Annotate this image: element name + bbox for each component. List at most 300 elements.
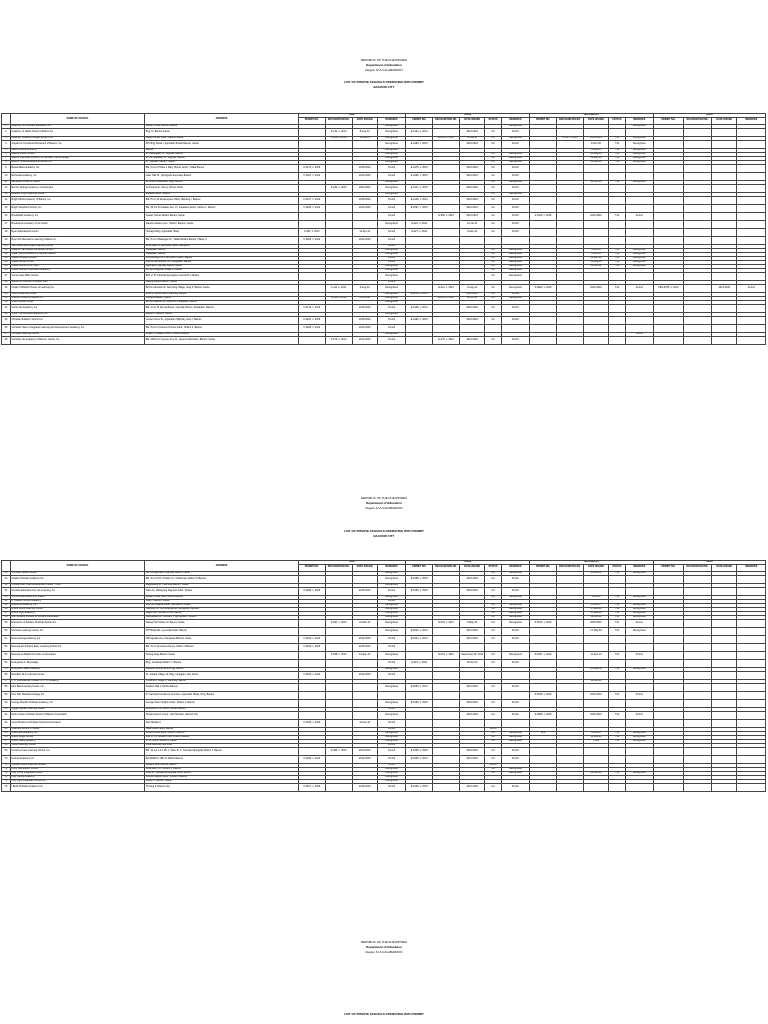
kinder-cell: Recognized — [377, 775, 405, 779]
row-number: 40 — [2, 575, 11, 583]
elem-cell: 2014-2015 — [459, 755, 484, 763]
secondary-cell: 7'10 — [609, 571, 625, 575]
elem-cell: LVI — [485, 659, 501, 667]
secondary-cell — [530, 336, 557, 344]
elem-cell — [459, 671, 484, 679]
elem-cell — [501, 691, 529, 699]
school-address: Blk. 4 Lot 15 Sonnenflower, Camella Homes, Panapaan, Bacoor — [145, 304, 299, 312]
secondary-cell: S-0599, s. 2016 — [530, 711, 557, 719]
row-number: 9 — [2, 164, 11, 172]
kinder-cell: Permit — [377, 671, 405, 679]
row-number: 14 — [2, 196, 11, 204]
kinder-cell: 2014-2015 — [352, 635, 377, 643]
elem-cell — [406, 643, 433, 651]
elem-cell: Recognized — [501, 248, 529, 252]
kinder-cell — [325, 711, 352, 719]
school-address: Bacoor — [145, 148, 299, 152]
elem-cell: 2015-2016 — [459, 575, 484, 583]
secondary-cell: 7'10 — [609, 136, 625, 140]
sped-cell — [712, 164, 737, 172]
school-address: Blk. 10 Lot 1 A-1 Ph 2, Talon St. 1, Camella Springville Molino 3, Bacoor — [145, 747, 299, 755]
row-number: 50 — [2, 627, 11, 635]
row-number: 69 — [2, 747, 11, 755]
school-address: B2 Wildliferz Hills IV Molino Bacoor — [145, 755, 299, 763]
kinder-cell: Permit — [377, 587, 405, 595]
secondary-cell — [556, 635, 583, 643]
kinder-cell: K-0137, s. 2014 — [298, 196, 325, 204]
subheader-recognition-no-: RECOGNITION NO. — [433, 117, 460, 124]
sped-cell — [737, 587, 766, 595]
school-name: Hamath Divina Casa de Peceka — [10, 763, 144, 767]
kinder-cell: Permit — [377, 743, 405, 747]
school-name: God's Grace Christian School of Bacoor Corporation — [10, 711, 144, 719]
subheader-permit-no-: PERMIT NO. — [298, 564, 325, 571]
sped-cell — [653, 683, 683, 691]
kinder-cell: Recognized — [377, 184, 405, 192]
school-name: Christian Values School — [10, 571, 144, 575]
elem-cell: 2015-2016 — [459, 292, 484, 296]
kinder-cell: Permit — [377, 747, 405, 755]
school-address: 79 Ising 5, Bacoor City — [145, 783, 299, 791]
secondary-cell — [583, 164, 608, 172]
sped-cell — [683, 204, 711, 212]
kinder-cell: K-097, s. 2013 — [325, 619, 352, 627]
sped-cell — [737, 316, 766, 324]
secondary-cell — [556, 659, 583, 667]
sped-cell — [683, 619, 711, 627]
secondary-cell: 7'10 — [609, 771, 625, 775]
subheader-date-issued: DATE ISSUED — [583, 117, 608, 124]
secondary-cell — [583, 220, 608, 228]
kinder-cell: 2015-2016 — [352, 783, 377, 791]
elem-cell — [433, 587, 460, 595]
elem-cell: 2014-2015 — [459, 172, 484, 180]
kinder-cell: Recognized — [377, 615, 405, 619]
elem-cell: Permit — [501, 747, 529, 755]
elem-cell — [433, 196, 460, 204]
subheader-date-issued: DATE ISSUED — [459, 564, 484, 571]
secondary-cell — [609, 164, 625, 172]
secondary-cell — [609, 128, 625, 136]
sped-cell — [653, 627, 683, 635]
kinder-cell: 30-Jul-13 — [352, 136, 377, 140]
kinder-cell: Recognized — [377, 771, 405, 775]
elem-cell: LVI — [485, 128, 501, 136]
table-row — [2, 719, 766, 727]
kinder-cell: Recognized — [377, 667, 405, 671]
kinder-cell: Recognized — [377, 252, 405, 256]
elem-cell — [406, 719, 433, 727]
elem-cell: Recognized — [501, 619, 529, 627]
secondary-cell: 19-Apr-99 — [583, 679, 608, 683]
secondary-cell — [609, 683, 625, 691]
school-address: 12 Molino Boulevard, Niog, Bacoor — [145, 180, 299, 184]
school-address: Daang Hari Molino IV, Bacoor Cavite — [145, 619, 299, 627]
table-row — [2, 747, 766, 755]
subheader-permit-no-: PERMIT NO. — [530, 564, 557, 571]
school-name: Giggle Garden Learning Center — [10, 707, 144, 711]
kinder-cell: K-275, s. 2014 — [325, 336, 352, 344]
sped-cell — [712, 643, 737, 651]
school-name: Christian Life Academy of Bacoor, Cavite, Inc. — [10, 336, 144, 344]
elem-cell: LVI — [485, 739, 501, 743]
secondary-cell: 7'10 — [609, 739, 625, 743]
sped-cell — [712, 204, 737, 212]
elem-cell — [433, 184, 460, 192]
row-number: 68 — [2, 743, 11, 747]
kinder-cell: Recognized — [377, 140, 405, 148]
secondary-cell: 31-Jan-09 — [583, 256, 608, 260]
elem-cell — [406, 284, 433, 292]
kinder-cell — [325, 236, 352, 244]
sped-cell — [683, 196, 711, 204]
school-name: Center Gate Bible School — [10, 272, 144, 280]
table-row — [2, 711, 766, 719]
school-name: George Mueller Christian Academy, Inc. — [10, 699, 144, 707]
elem-cell: Recognized — [501, 272, 529, 280]
kinder-cell: Recognized — [377, 124, 405, 128]
sped-cell — [683, 755, 711, 763]
page2-title — [0, 529, 768, 539]
table-row — [2, 336, 766, 344]
kinder-cell: Recognized — [377, 595, 405, 599]
secondary-cell — [625, 783, 653, 791]
elem-cell: Recognized — [501, 160, 529, 164]
kinder-cell: 12-Apr-13 — [352, 228, 377, 236]
secondary-cell — [530, 220, 557, 228]
elem-cell: 2015-2016 — [459, 316, 484, 324]
elem-cell: LVI — [485, 783, 501, 791]
row-number: 24 — [2, 260, 11, 264]
elem-cell: LVI — [485, 268, 501, 272]
kinder-cell: Permit — [377, 783, 405, 791]
elem-cell: Permit — [501, 336, 529, 344]
school-name: Emmaus Learning Center, Inc. — [10, 627, 144, 635]
school-name: Cavite Southern Extended Academy — [10, 268, 144, 272]
sped-cell — [737, 671, 766, 679]
group-header-elem: ELEM — [406, 561, 530, 565]
elem-cell — [459, 719, 484, 727]
secondary-cell — [625, 747, 653, 755]
elem-cell: Recognized — [501, 260, 529, 264]
secondary-cell — [583, 184, 608, 192]
kinder-cell — [298, 711, 325, 719]
sped-cell — [653, 204, 683, 212]
elem-cell: E-2597, s. 2015 — [406, 204, 433, 212]
col-name-header: NAME OF SCHOOL — [10, 561, 144, 572]
secondary-cell — [530, 627, 557, 635]
group-header-secondary: SECONDARY — [530, 114, 654, 118]
secondary-cell: 17-May-83 — [583, 627, 608, 635]
subheader-date-issued: DATE ISSUED — [459, 117, 484, 124]
page3-header — [0, 940, 768, 955]
elem-cell — [433, 304, 460, 312]
elem-cell: LVI — [485, 711, 501, 719]
sped-cell — [737, 212, 766, 220]
kinder-cell: K-038, s. 2012 — [325, 651, 352, 659]
elem-cell: 2014-2015 — [459, 627, 484, 635]
row-number: 2 — [2, 128, 11, 136]
school-name: Holy Christ Integrated School — [10, 771, 144, 775]
elem-cell: E-380, s. 2013 — [433, 212, 460, 220]
secondary-cell — [625, 220, 653, 228]
school-name: Excellent SLC Learning Center — [10, 671, 144, 679]
secondary-cell — [609, 236, 625, 244]
kinder-cell — [298, 747, 325, 755]
secondary-cell — [556, 336, 583, 344]
school-address: Sulong Saya Bacoor Cavite — [145, 651, 299, 659]
elem-cell: LVI — [485, 603, 501, 607]
secondary-cell — [583, 719, 608, 727]
elem-cell: Permit — [501, 304, 529, 312]
school-address: B2 8L Celestina St. New Niog Village, Niog II, Bacoor Cavite — [145, 284, 299, 292]
table-row — [2, 184, 766, 192]
row-number: 73 — [2, 771, 11, 775]
kinder-cell: Recognized — [377, 264, 405, 268]
school-name: First Baid Learning Center, Inc. — [10, 683, 144, 691]
school-name: Ena Learning Academy Inc. — [10, 635, 144, 643]
elem-cell — [433, 236, 460, 244]
secondary-cell: Recognized — [625, 607, 653, 611]
school-address: Magdiwang St. Villa Julia Bacoor, Cavite — [145, 583, 299, 587]
elem-cell: LVI — [485, 595, 501, 599]
kinder-cell: K-0481, s. 2015 — [298, 316, 325, 324]
kinder-cell: Permit — [377, 707, 405, 711]
sped-cell — [653, 699, 683, 707]
kinder-cell: K-4026, s. 2014 — [298, 755, 325, 763]
elem-cell: 2015-2016 — [459, 699, 484, 707]
sped-cell — [712, 659, 737, 667]
secondary-cell: 12-May-09 — [583, 667, 608, 671]
sped-cell — [683, 747, 711, 755]
subheader-date-issued: DATE ISSUED — [583, 564, 608, 571]
school-address: Casa Verde South Bacoor — [145, 727, 299, 731]
elem-cell — [433, 671, 460, 679]
secondary-cell — [556, 236, 583, 244]
kinder-cell: Recognized — [377, 332, 405, 336]
school-name: Castle Christian School — [10, 256, 144, 260]
row-number: 57 — [2, 679, 11, 683]
kinder-cell: Permit — [377, 635, 405, 643]
elem-cell: LVI — [485, 248, 501, 252]
table-row — [2, 272, 766, 280]
sped-cell — [683, 691, 711, 699]
sped-cell — [653, 711, 683, 719]
sped-cell — [653, 651, 683, 659]
sped-cell — [683, 212, 711, 220]
secondary-cell: 21-Jun-06 — [583, 180, 608, 184]
sped-cell — [653, 587, 683, 595]
kinder-cell — [325, 316, 352, 324]
school-address: Cortes Heights Subd., Molino II Bacoor — [145, 775, 299, 779]
secondary-cell — [556, 627, 583, 635]
elem-cell: Permit — [501, 711, 529, 719]
kinder-cell: K-4051, s. 2014 — [298, 172, 325, 180]
kinder-cell: K-4053, s. 2014 — [298, 236, 325, 244]
school-address: Blk. 33 Lot 43 Catalan Ave. Pr. Lacadena Subd., Molino 1, Bacoor — [145, 204, 299, 212]
row-number: 19 — [2, 236, 11, 244]
school-name: Christian Builders' School Inc. — [10, 316, 144, 324]
secondary-cell — [609, 671, 625, 679]
kinder-cell: Recognized — [377, 611, 405, 615]
sped-cell — [653, 336, 683, 344]
kinder-cell: Recognized — [377, 300, 405, 304]
secondary-cell — [625, 671, 653, 679]
secondary-cell: 7'10 — [609, 603, 625, 607]
school-address: Lake Trail St., Springville Executive Bacoor — [145, 172, 299, 180]
school-address: Queen's Row Subd. Molino Bacoor — [145, 595, 299, 599]
elem-cell: Recognized — [501, 571, 529, 575]
school-address: Heritage Bldg. Aguinaldo Hiway — [145, 228, 299, 236]
secondary-cell: 10-Jul-07 — [583, 603, 608, 607]
secondary-cell — [625, 659, 653, 667]
kinder-cell — [298, 272, 325, 280]
secondary-cell: Recognized — [625, 667, 653, 671]
school-address: B14 L24 Sparkle Rose Villa Bacoor Cavite — [145, 603, 299, 607]
elem-cell: LVI — [485, 164, 501, 172]
group-header-kinp: KINP — [298, 561, 405, 565]
secondary-cell — [609, 643, 625, 651]
row-number: 7 — [2, 156, 11, 160]
kinder-cell: Recognized — [377, 651, 405, 659]
elem-cell: LVI — [485, 204, 501, 212]
sped-cell — [653, 128, 683, 136]
secondary-cell — [530, 304, 557, 312]
elem-cell: September 28, 2012 — [459, 651, 484, 659]
secondary-cell: 10-Feb-06 — [583, 735, 608, 739]
kinder-cell — [352, 140, 377, 148]
secondary-cell — [583, 659, 608, 667]
row-number: 13 — [2, 192, 11, 196]
sped-cell — [683, 683, 711, 691]
school-address: Queens Row Central, Bacoor — [145, 763, 299, 767]
sped-cell — [737, 691, 766, 699]
kinder-cell — [325, 659, 352, 667]
secondary-cell — [625, 304, 653, 312]
elem-cell — [433, 659, 460, 667]
header-region: Region IV-A CALABARZON — [365, 950, 403, 954]
school-name: Escuela La Madrid of Cavite Incorporated — [10, 651, 144, 659]
row-number: 11 — [2, 180, 11, 184]
elem-cell: E-033, s. 2012 — [433, 296, 460, 300]
row-number: 6 — [2, 152, 11, 156]
school-address: Cherry Homes Subd. Mambog Bacoor — [145, 292, 299, 296]
secondary-cell — [530, 643, 557, 651]
sped-cell — [712, 619, 737, 627]
sped-cell — [737, 643, 766, 651]
row-number: 75 — [2, 779, 11, 783]
kinder-cell: K-1040, s. 2010 — [298, 719, 325, 727]
elem-cell: 2013-2014 — [459, 212, 484, 220]
elem-cell — [433, 204, 460, 212]
elem-cell: Recognized — [501, 252, 529, 256]
elem-cell: E-0145, s. 2014 — [406, 304, 433, 312]
kinder-cell: Recognized — [377, 156, 405, 160]
school-name: Heirs' Montessori School — [10, 767, 144, 771]
secondary-cell — [583, 671, 608, 679]
kinder-cell — [325, 228, 352, 236]
elem-cell — [433, 783, 460, 791]
secondary-cell: 7'10 — [609, 160, 625, 164]
secondary-cell — [583, 699, 608, 707]
secondary-cell — [609, 659, 625, 667]
school-name: Bethesda Academy, Inc. — [10, 172, 144, 180]
elem-cell: Recognized — [501, 735, 529, 739]
row-number: 34 — [2, 312, 11, 316]
elem-cell — [433, 172, 460, 180]
kinder-cell: Permit — [377, 659, 405, 667]
table-row — [2, 691, 766, 699]
secondary-cell — [583, 643, 608, 651]
sped-cell — [683, 272, 711, 280]
elem-cell: E-212, s. 2013 — [433, 284, 460, 292]
secondary-cell: S-2497, s. 2012 — [530, 651, 557, 659]
sped-cell — [712, 236, 737, 244]
elem-cell: Permit — [501, 184, 529, 192]
secondary-cell: Recognized — [625, 252, 653, 256]
kinder-cell: K-0426, s. 2014 — [298, 671, 325, 679]
table-row — [2, 671, 766, 679]
sped-cell — [712, 747, 737, 755]
elem-cell: LVI — [485, 336, 501, 344]
sped-cell — [683, 719, 711, 727]
kinder-cell: Permit — [377, 324, 405, 332]
school-address: 158 Aguado Ave. Panapaan Bacoor, Cavite — [145, 635, 299, 643]
kinder-cell: Recognized — [377, 603, 405, 607]
secondary-cell — [556, 284, 583, 292]
secondary-cell: 7'10 — [609, 212, 625, 220]
elem-cell — [433, 711, 460, 719]
subheader-remarks: REMARKS — [737, 564, 766, 571]
kinder-cell — [325, 196, 352, 204]
row-number: 51 — [2, 635, 11, 643]
subheader-permit-no-: PERMIT NO. — [406, 564, 433, 571]
elem-cell — [501, 671, 529, 679]
elem-cell: LVI — [485, 284, 501, 292]
group-header-elem: ELEM — [406, 114, 530, 118]
sped-cell — [683, 164, 711, 172]
row-number: 5 — [2, 148, 11, 152]
row-number: 26 — [2, 268, 11, 272]
secondary-cell — [556, 164, 583, 172]
school-name: D. Matheo School Academy — [10, 599, 144, 603]
row-number: 31 — [2, 296, 11, 300]
secondary-cell: Permit — [625, 619, 653, 627]
school-name: Academy of Saints Peter's Children Inc. — [10, 128, 144, 136]
kinder-cell — [298, 336, 325, 344]
school-address: Talon St., Bahayang Pag-asa Subd., Molino — [145, 587, 299, 595]
elem-cell: LVI — [485, 296, 501, 300]
table-row — [2, 575, 766, 583]
kinder-cell: 2014-2015 — [352, 755, 377, 763]
school-address: St. Joseph Village 10, Brgy. Lanigpan, San Pedro — [145, 671, 299, 679]
secondary-cell — [556, 699, 583, 707]
kinder-cell — [298, 220, 325, 228]
kinder-cell: Recognized — [377, 619, 405, 627]
row-number: 56 — [2, 671, 11, 679]
sped-cell — [737, 220, 766, 228]
secondary-cell: Recognized — [625, 611, 653, 615]
secondary-cell — [625, 755, 653, 763]
sped-cell — [737, 272, 766, 280]
subheader-date-issued: DATE ISSUED — [712, 564, 737, 571]
elem-cell: Permit — [485, 763, 501, 767]
kinder-cell: K-2908, s. 2014 — [298, 324, 325, 332]
row-number: 54 — [2, 659, 11, 667]
header-region: Region IV-A CALABARZON — [365, 68, 403, 72]
table-row — [2, 651, 766, 659]
secondary-cell: 17-Mar-09 — [583, 611, 608, 615]
